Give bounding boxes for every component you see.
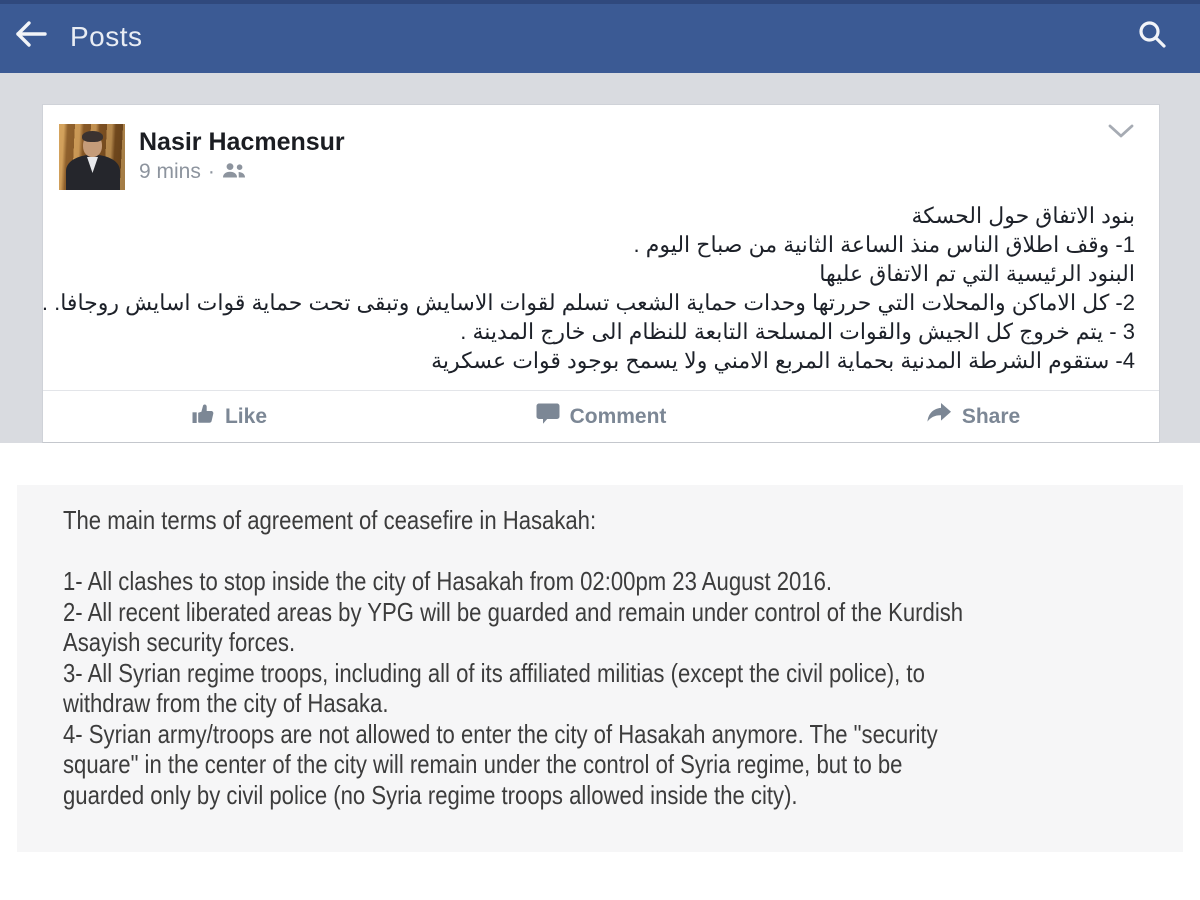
arabic-line: بنود الاتفاق حول الحسكة (911, 203, 1135, 228)
meta-separator: · (207, 160, 215, 183)
translation-line: 3- All Syrian regime troops, including all of its affiliated militias (except the civil police), to (63, 657, 925, 688)
translation-line: withdraw from the city of Hasaka. (63, 688, 389, 718)
page-title: Posts (70, 20, 143, 52)
post-card (42, 104, 1160, 443)
post-menu-button[interactable] (1103, 119, 1139, 147)
translation-line: 1- All clashes to stop inside the city of Hasakah from 02:00pm 23 August 2016. (63, 566, 833, 596)
translation-line: square" in the center of the city will remain under the control of Syria regime, but to be (63, 749, 903, 779)
post-meta (139, 160, 246, 184)
arabic-line: 4- ستقوم الشرطة المدنية بحماية المربع الامني ولا يسمح بوجود قوات عسكرية (431, 348, 1135, 373)
like-label: Like (224, 404, 268, 428)
app-bar (0, 0, 1200, 73)
author-name[interactable]: Nasir Hacmensur (139, 128, 345, 156)
comment-icon (536, 402, 560, 431)
share-label: Share (961, 404, 1021, 428)
post-body-arabic (41, 201, 1135, 375)
back-button[interactable] (0, 0, 62, 73)
back-arrow-icon (14, 19, 48, 54)
avatar-hair (82, 131, 103, 142)
search-button[interactable] (1122, 0, 1182, 73)
share-button[interactable] (787, 391, 1159, 442)
translation-panel (17, 485, 1183, 852)
translation-line: 2- All recent liberated areas by YPG will be guarded and remain under control of the Kurdish (63, 596, 964, 627)
action-bar (43, 391, 1159, 442)
translation-line: Asayish security forces. (63, 627, 296, 657)
comment-button[interactable] (415, 391, 787, 442)
timestamp: 9 mins (139, 160, 201, 183)
translation-text (63, 505, 1173, 810)
arabic-line: 1- وقف اطلاق الناس منذ الساعة الثانية من صباح اليوم . (633, 232, 1135, 257)
arabic-line: البنود الرئيسية التي تم الاتفاق عليها (819, 261, 1135, 286)
like-button[interactable] (43, 391, 415, 442)
chevron-down-icon (1106, 122, 1136, 145)
translation-line-blank (63, 536, 1007, 567)
search-icon (1136, 18, 1168, 55)
translation-line: 4- Syrian army/troops are not allowed to enter the city of Hasakah anymore. The "security (63, 718, 938, 749)
comment-label: Comment (569, 404, 667, 428)
translation-section (0, 443, 1200, 900)
arabic-line: 3 - يتم خروج كل الجيش والقوات المسلحة التابعة للنظام الى خارج المدينة . (460, 319, 1135, 344)
arabic-line: 2- كل الاماكن والمحلات التي حررتها وحدات حماية الشعب تسلم لقوات الاسايش وتبقى تحت حماية قوات اسايش روجافا. . (41, 290, 1135, 315)
friends-privacy-icon (222, 160, 246, 184)
like-icon (191, 402, 215, 432)
avatar[interactable] (59, 124, 125, 190)
translation-line: guarded only by civil police (no Syria regime troops allowed inside the city). (63, 779, 798, 810)
translation-line: The main terms of agreement of ceasefire in Hasakah: (63, 505, 597, 535)
share-icon (926, 403, 952, 430)
